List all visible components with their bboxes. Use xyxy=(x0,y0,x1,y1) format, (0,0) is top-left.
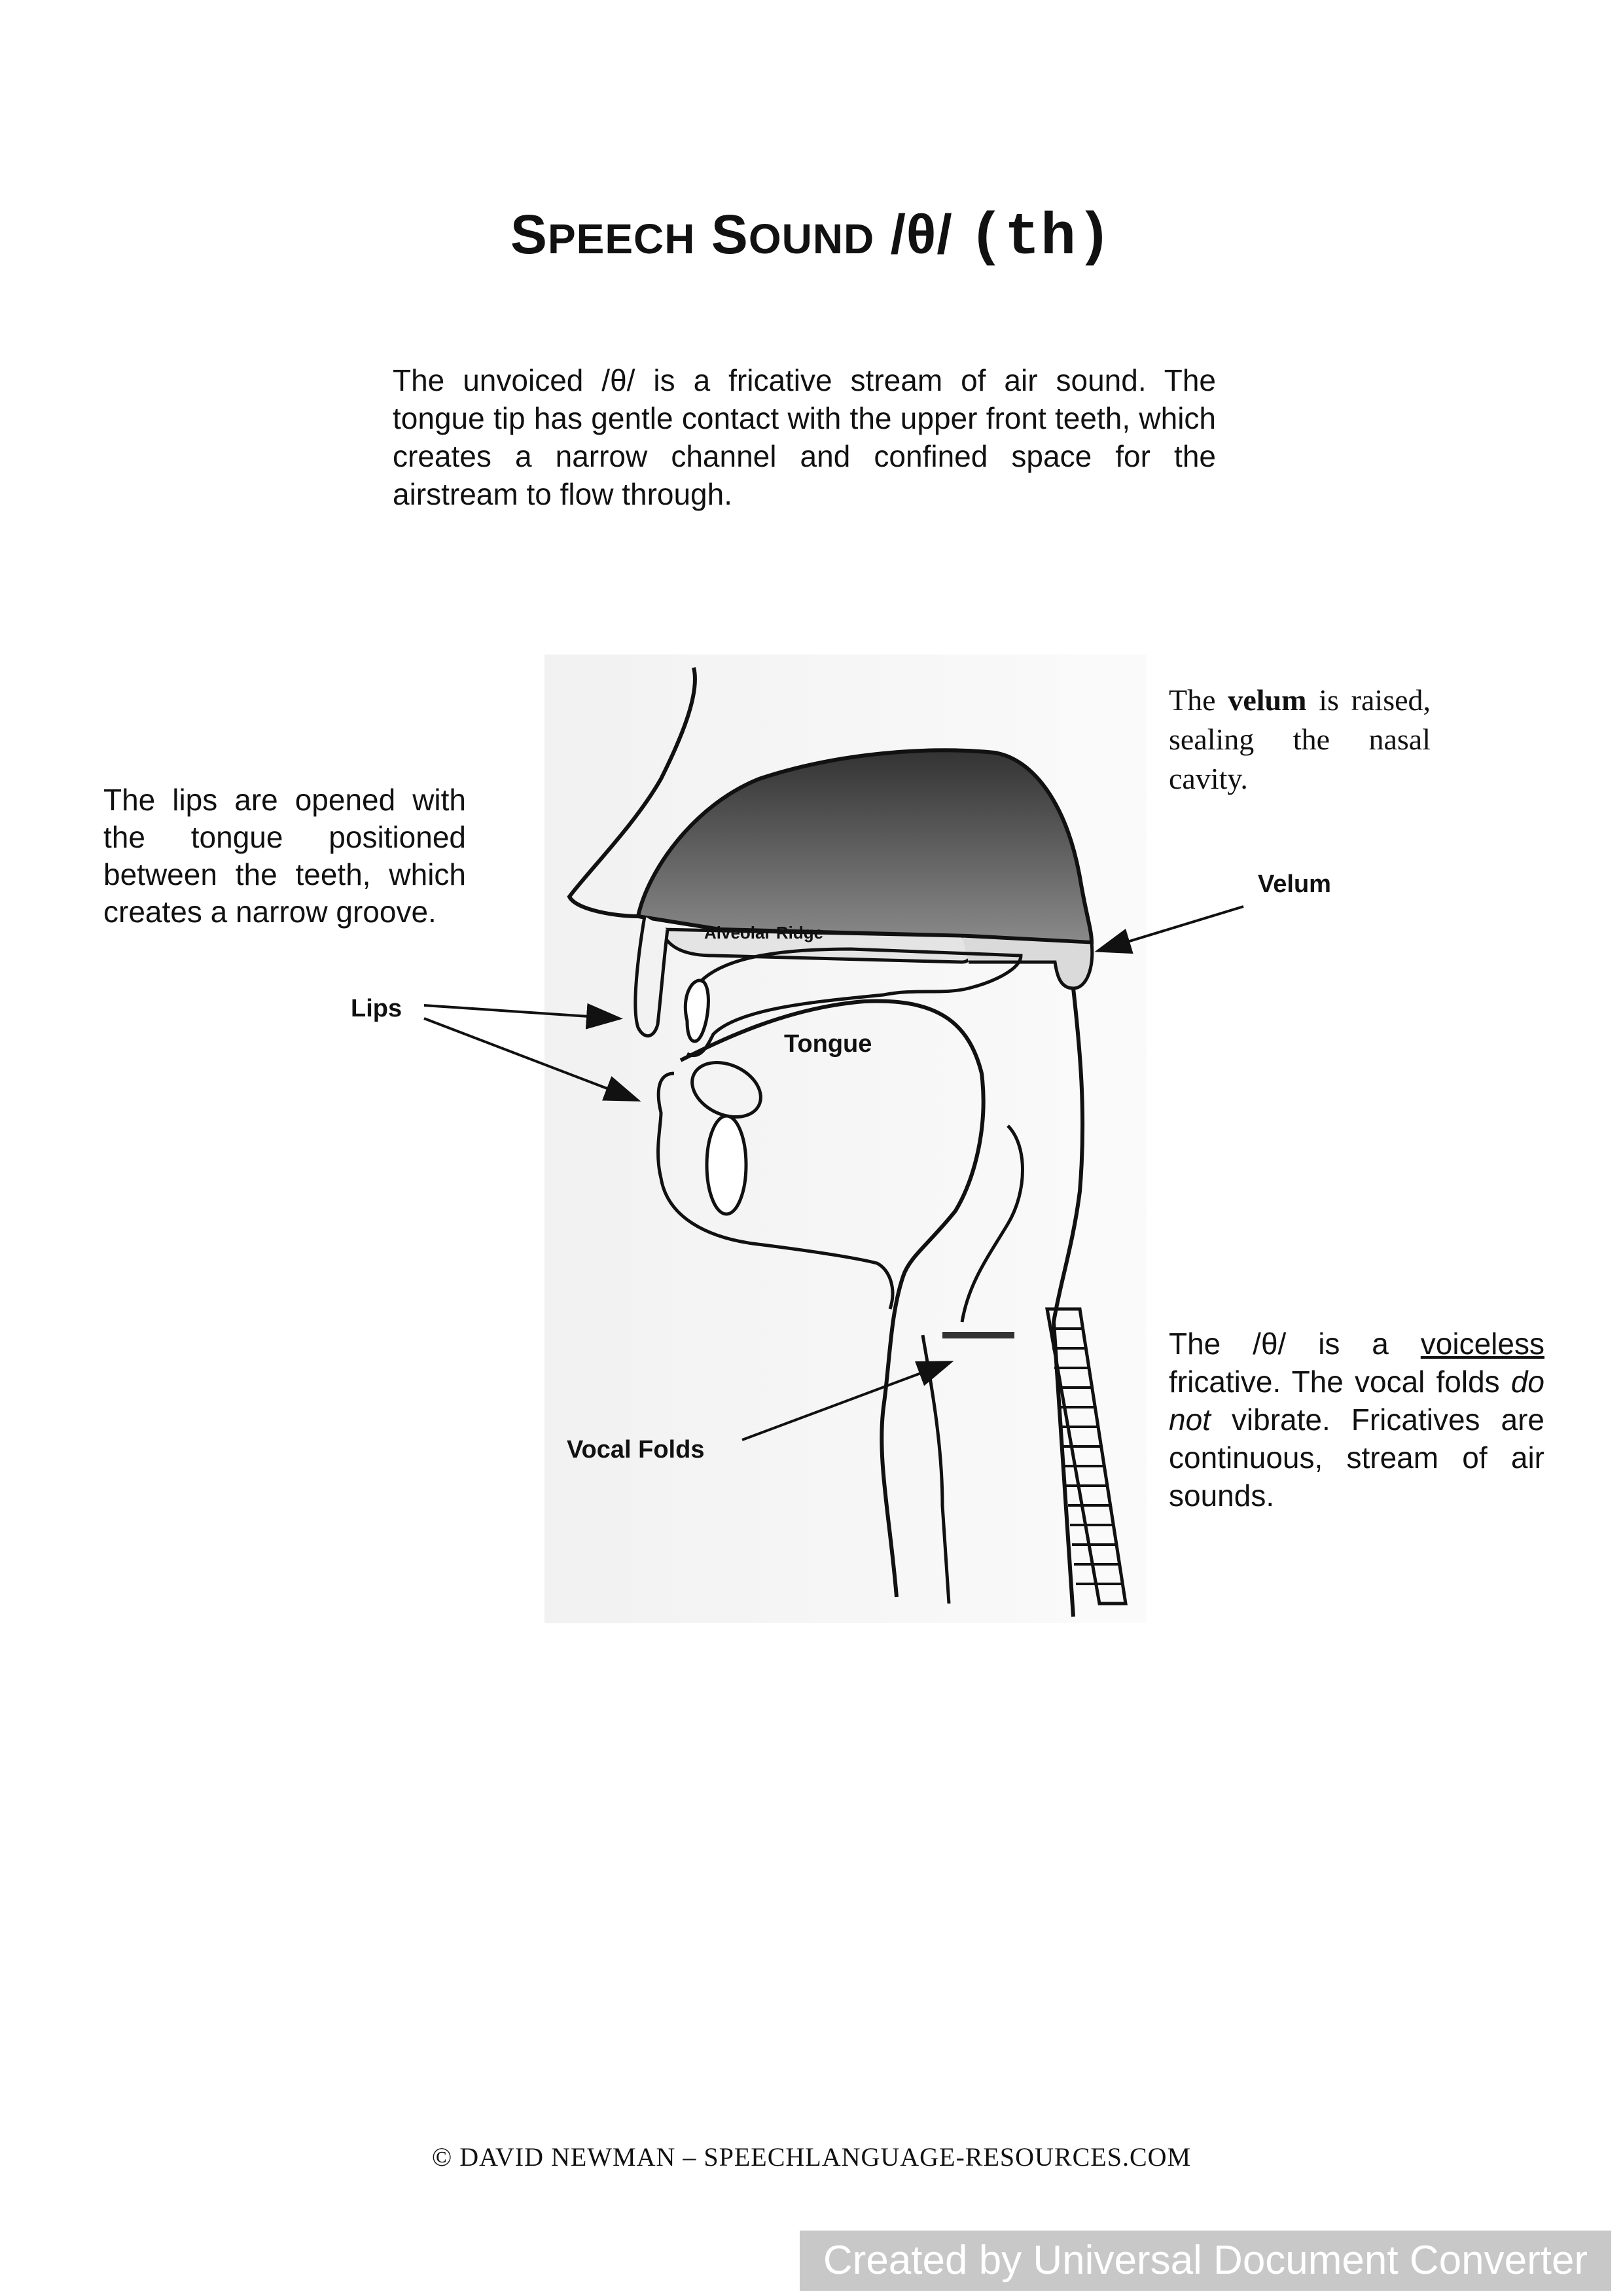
voiceless-note: The /θ/ is a voiceless fricative. The vocal folds do not vibrate. Fricatives are continuous, stream of air sounds. xyxy=(1169,1327,1544,1513)
label-vocal-folds: Vocal Folds xyxy=(567,1436,705,1463)
page-title: SPEECH SOUND /θ/ (th) xyxy=(510,204,1113,272)
label-velum: Velum xyxy=(1258,870,1331,898)
copyright-footer: © DAVID NEWMAN – SPEECHLANGUAGE-RESOURCES.COM xyxy=(431,2142,1192,2172)
lips-note: The lips are opened with the tongue positioned between the teeth, which creates a narrow groove. xyxy=(103,783,466,929)
converter-watermark: Created by Universal Document Converter xyxy=(800,2231,1611,2291)
label-lips: Lips xyxy=(351,995,402,1022)
intro-paragraph: The unvoiced /θ/ is a fricative stream of air sound. The tongue tip has gentle contact with the upper front teeth, which creates a narrow channel and confined space for the airstream to flow through. xyxy=(393,363,1216,511)
label-alveolar-ridge: Alveolar Ridge xyxy=(704,923,824,942)
label-tongue: Tongue xyxy=(784,1030,872,1058)
lower-incisor xyxy=(707,1116,746,1214)
velum-note: The velum is raised, sealing the nasal cavity. xyxy=(1169,683,1431,795)
